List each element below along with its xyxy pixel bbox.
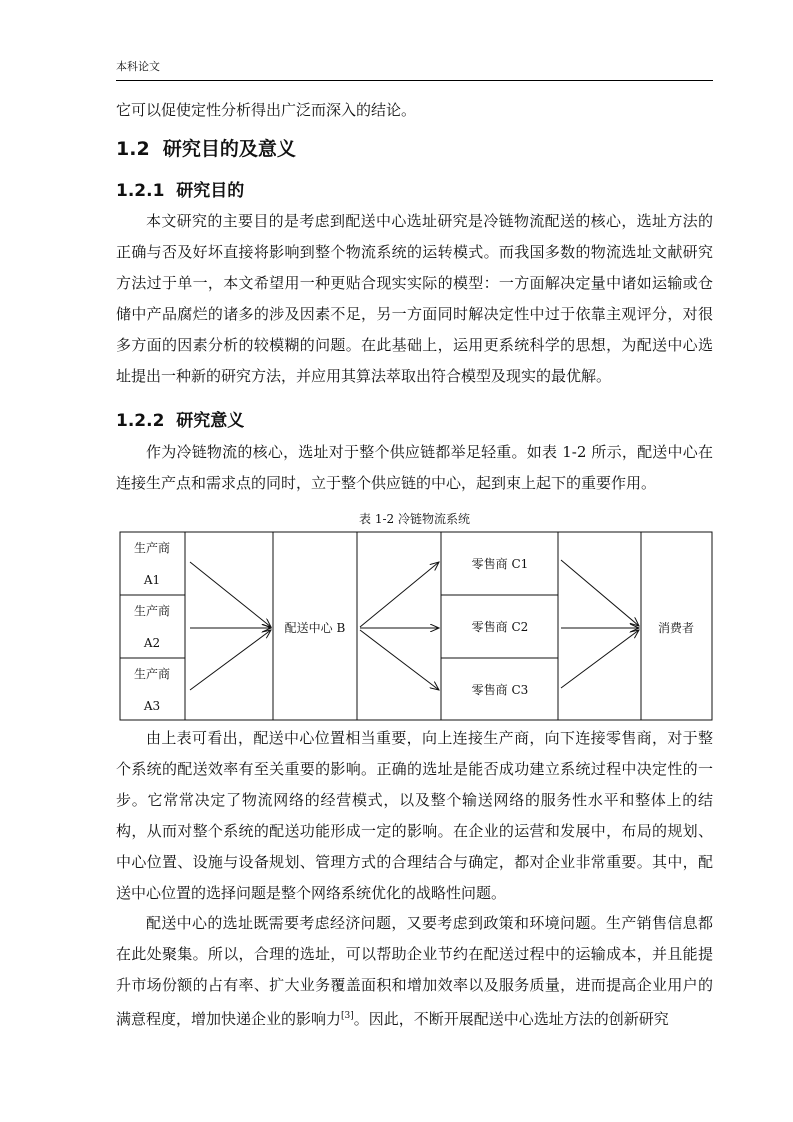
paragraph-economics-text: 配送中心的选址既需要考虑经济问题，又要考虑到政策和环境问题。生产销售信息都在此处聚集。所以，合理的选址，可以帮助企业节约在配送过程中的运输成本，并且能提升市场份额的占有率、扩大业务覆盖面积和增加效率以及服务质量，进而提高企业用户的满意程度，增加快递企业的影响力 [116, 914, 713, 1028]
paragraph-significance: 作为冷链物流的核心，选址对于整个供应链都举足轻重。如表 1-2 所示，配送中心在连接生产点和需求点的同时，立于整个供应链的中心，起到束上起下的重要作用。 [116, 443, 713, 492]
paragraph-purpose: 本文研究的主要目的是考虑到配送中心选址研究是冷链物流配送的核心，选址方法的正确与否及好坏直接将影响到整个物流系统的运转模式。而我国多数的物流选址文献研究方法过于单一，本文希望用一种更贴合现实实际的模型：一方面解决定量中诸如运输或仓储中产品腐烂的诸多的涉及因素不足，另一方面同时解决定性中过于依靠主观评分，对很多方面的因素分析的较模糊的问题。在此基础上，运用更系统科学的思想，为配送中心选址提出一种新的研究方法，并应用其算法萃取出符合模型及现实的最优解。 [116, 212, 713, 385]
arrow-c3-to-consumer [561, 630, 639, 688]
subsection-number-1: 1.2.1 [116, 181, 165, 201]
subsection-title-2: 研究意义 [176, 411, 245, 431]
producer-1-label: 生产商 [133, 541, 171, 555]
paragraph-economics [116, 908, 713, 1035]
intro-line: 它可以促使定性分析得出广泛而深入的结论。 [116, 101, 417, 119]
arrow-b-to-c1 [360, 562, 439, 627]
arrow-c1-to-consumer [561, 560, 639, 626]
table-frame [120, 532, 712, 720]
distribution-center-label: 配送中心 B [284, 621, 346, 635]
consumer-label: 消费者 [657, 621, 695, 635]
running-header: 本科论文 [116, 60, 160, 73]
arrow-b-to-c3 [360, 630, 439, 690]
producer-2-id: A2 [143, 636, 161, 650]
paragraph-economics-tail: 。因此，不断开展配送中心选址方法的创新研究 [353, 1010, 669, 1028]
section-title: 研究目的及意义 [162, 138, 296, 160]
retailer-2-label: 零售商 C2 [471, 620, 529, 634]
arrow-a1-to-b [190, 562, 271, 627]
producer-1-id: A1 [143, 573, 161, 587]
subsection-title-1: 研究目的 [176, 181, 245, 201]
producer-3-id: A3 [143, 699, 161, 713]
table-caption: 表 1-2 冷链物流系统 [359, 512, 470, 526]
paragraph-analysis: 由上表可看出，配送中心位置相当重要，向上连接生产商，向下连接零售商，对于整个系统的配送效率有至关重要的影响。正确的选址是能否成功建立系统过程中决定性的一步。它常常决定了物流网络的经营模式，以及整个输送网络的服务性水平和整体上的结构，从而对整个系统的配送功能形成一定的影响。在企业的运营和发展中，布局的规划、中心位置、设施与设备规划、管理方式的合理结合与确定，都对企业非常重要。其中，配送中心位置的选择问题是整个网络系统优化的战略性问题。 [116, 729, 713, 902]
producer-2-label: 生产商 [133, 604, 171, 618]
arrow-a3-to-b [190, 630, 271, 690]
citation-ref: [3] [341, 1011, 354, 1021]
subsection-number-2: 1.2.2 [116, 411, 165, 431]
section-number: 1.2 [116, 138, 150, 160]
producer-3-label: 生产商 [133, 667, 171, 681]
retailer-1-label: 零售商 C1 [471, 557, 529, 571]
retailer-3-label: 零售商 C3 [471, 683, 529, 697]
